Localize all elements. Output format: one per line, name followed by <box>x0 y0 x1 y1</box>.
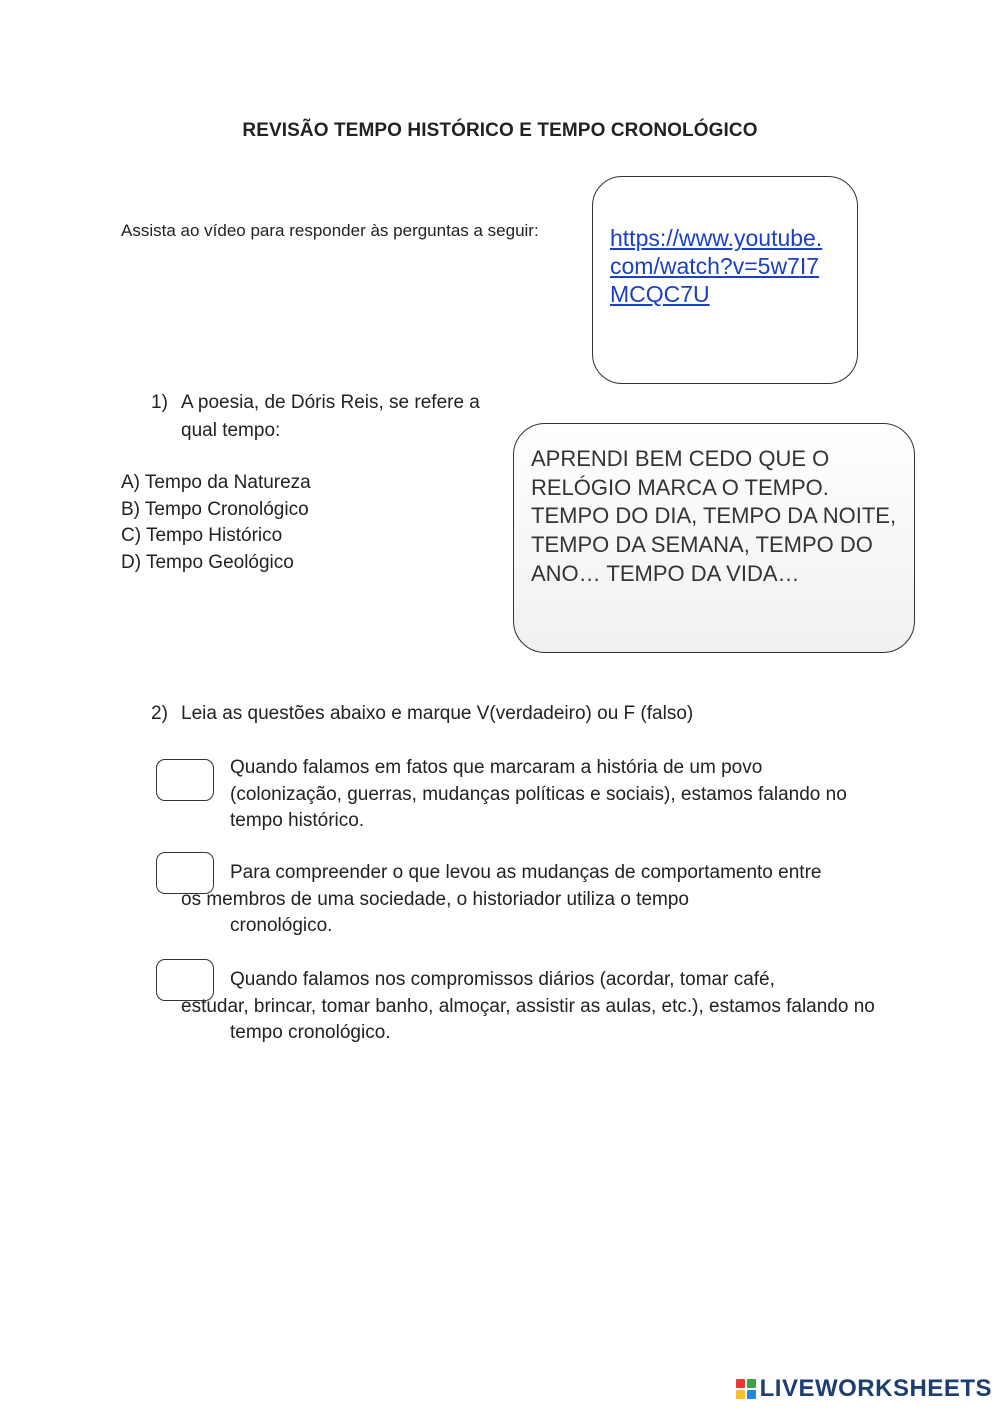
liveworksheets-logo <box>736 1375 992 1403</box>
page-title: REVISÃO TEMPO HISTÓRICO E TEMPO CRONOLÓGICO <box>242 120 758 141</box>
logo-block-4 <box>747 1390 756 1399</box>
statement-2-rest: os membros de uma sociedade, o historiador utiliza o tempo cronológico. <box>181 888 689 936</box>
option-d: D) Tempo Geológico <box>121 551 294 573</box>
logo-block-1 <box>736 1379 745 1388</box>
question-1-options <box>121 470 311 576</box>
statement-1-rest: (colonização, guerras, mudanças políticas e sociais), estamos falando no tempo histórico. <box>230 783 847 831</box>
question-2-text: Leia as questões abaixo e marque V(verdadeiro) ou F (falso) <box>181 703 694 724</box>
statement-2 <box>181 860 871 940</box>
option-b: B) Tempo Cronológico <box>121 498 309 520</box>
video-link[interactable]: https://www.youtube.com/watch?v=5w7I7MCQC7U <box>610 225 823 307</box>
statement-1-line1: Quando falamos em fatos que marcaram a história de um povo <box>230 757 763 778</box>
statement-2-line1: Para compreender o que levou as mudanças de comportamento entre <box>230 862 822 883</box>
option-a: A) Tempo da Natureza <box>121 472 311 493</box>
logo-text: LIVEWORKSHEETS <box>759 1375 992 1402</box>
question-1-number: 1) <box>151 392 168 413</box>
logo-block-2 <box>747 1379 756 1388</box>
statement-3-line1: Quando falamos nos compromissos diários (acordar, tomar café, <box>230 969 775 990</box>
instruction-text: Assista ao vídeo para responder às perguntas a seguir: <box>121 221 539 240</box>
statement-1 <box>181 755 871 835</box>
statement-3 <box>181 967 881 1047</box>
option-c: C) Tempo Histórico <box>121 525 283 546</box>
question-1-text: A poesia, de Dóris Reis, se refere a qual tempo: <box>181 392 480 441</box>
statement-3-rest: estudar, brincar, tomar banho, almoçar, assistir as aulas, etc.), estamos falando no tempo cronológico. <box>181 995 875 1043</box>
question-2-number: 2) <box>151 703 168 724</box>
logo-block-3 <box>736 1390 745 1399</box>
poem-text: APRENDI BEM CEDO QUE O RELÓGIO MARCA O TEMPO. TEMPO DO DIA, TEMPO DA NOITE, TEMPO DA SEMANA, TEMPO DO ANO… TEMPO DA VIDA… <box>531 446 897 586</box>
logo-icon <box>736 1379 756 1399</box>
